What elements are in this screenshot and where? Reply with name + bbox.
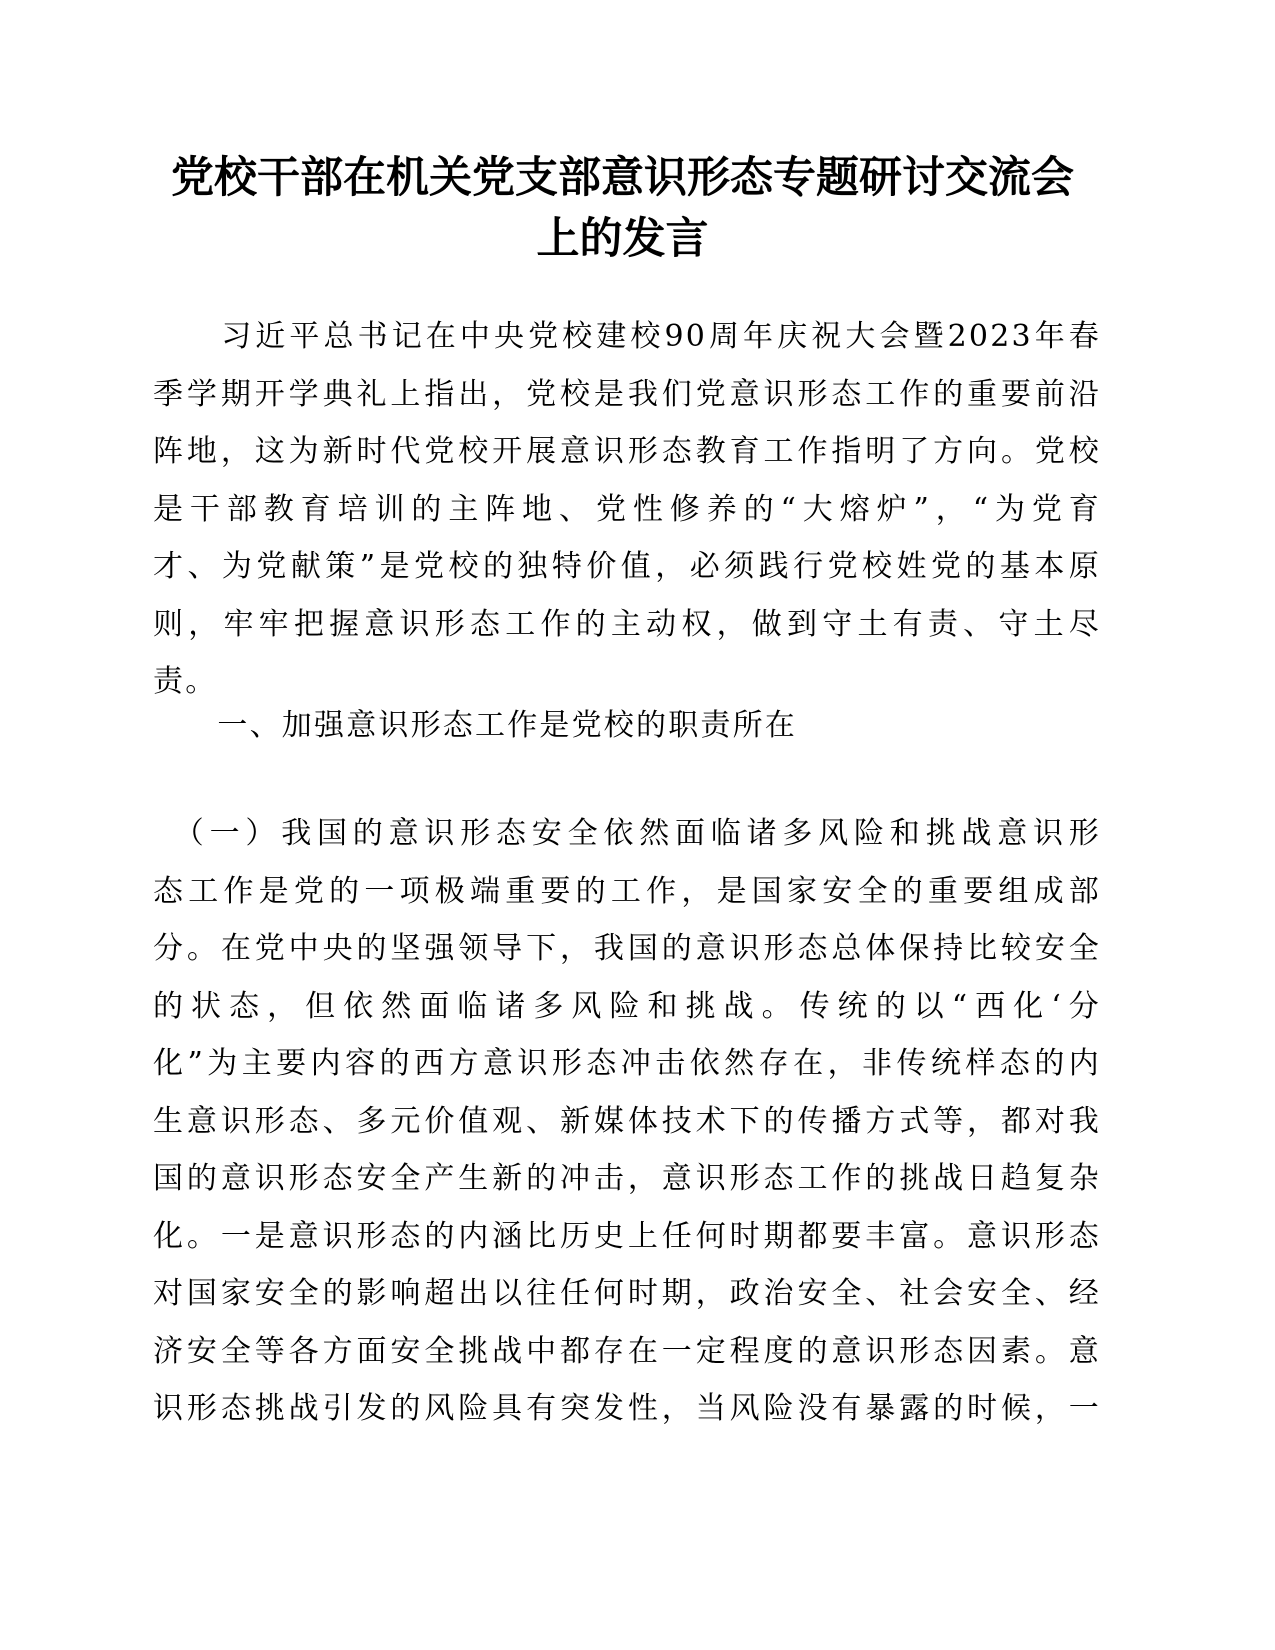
text-line: 国的意识形态安全产生新的冲击，意识形态工作的挑战日趋复杂	[153, 1161, 1101, 1196]
section-heading-text: 一、加强意识形态工作是党校的职责所在	[153, 708, 797, 743]
text-line: 识形态挑战引发的风险具有突发性，当风险没有暴露的时候，一	[153, 1391, 1101, 1426]
paragraph-intro	[153, 308, 1101, 711]
text-line: 态工作是党的一项极端重要的工作，是国家安全的重要组成部	[153, 873, 1101, 909]
section-heading-1	[153, 697, 1101, 755]
text-line: 才、为党献策”是党校的独特价值，必须践行党校姓党的基本原	[153, 549, 1101, 584]
title-line-1: 党校干部在机关党支部意识形态专题研讨交流会	[171, 153, 1074, 203]
text-line: 化。一是意识形态的内涵比历史上任何时期都要丰富。意识形态	[153, 1218, 1101, 1254]
text-line: 化”为主要内容的西方意识形态冲击依然存在，非传统样态的内	[153, 1046, 1101, 1081]
text-line: （一）我国的意识形态安全依然面临诸多风险和挑战意识形	[153, 816, 1101, 851]
text-line: 季学期开学典礼上指出，党校是我们党意识形态工作的重要前沿	[153, 376, 1101, 412]
text-line: 则，牢牢把握意识形态工作的主动权，做到守土有责、守土尽	[153, 606, 1101, 642]
text-line: 分。在党中央的坚强领导下，我国的意识形态总体保持比较安全	[153, 931, 1101, 966]
text-line: 生意识形态、多元价值观、新媒体技术下的传播方式等，都对我	[153, 1103, 1101, 1139]
paragraph-section-1	[153, 805, 1101, 1438]
text-line: 习近平总书记在中央党校建校90周年庆祝大会暨2023年春	[153, 319, 1101, 354]
document-title	[150, 148, 1095, 270]
title-line-2: 上的发言	[536, 214, 709, 264]
text-line: 阵地，这为新时代党校开展意识形态教育工作指明了方向。党校	[153, 434, 1101, 469]
text-line: 责。	[153, 664, 218, 699]
text-line: 对国家安全的影响超出以往任何时期，政治安全、社会安全、经	[153, 1276, 1101, 1311]
text-line: 济安全等各方面安全挑战中都存在一定程度的意识形态因素。意	[153, 1333, 1101, 1369]
text-line: 是干部教育培训的主阵地、党性修养的“大熔炉”，“为党育	[153, 491, 1101, 527]
text-line: 的状态，但依然面临诸多风险和挑战。传统的以“西化‘分	[153, 988, 1101, 1024]
